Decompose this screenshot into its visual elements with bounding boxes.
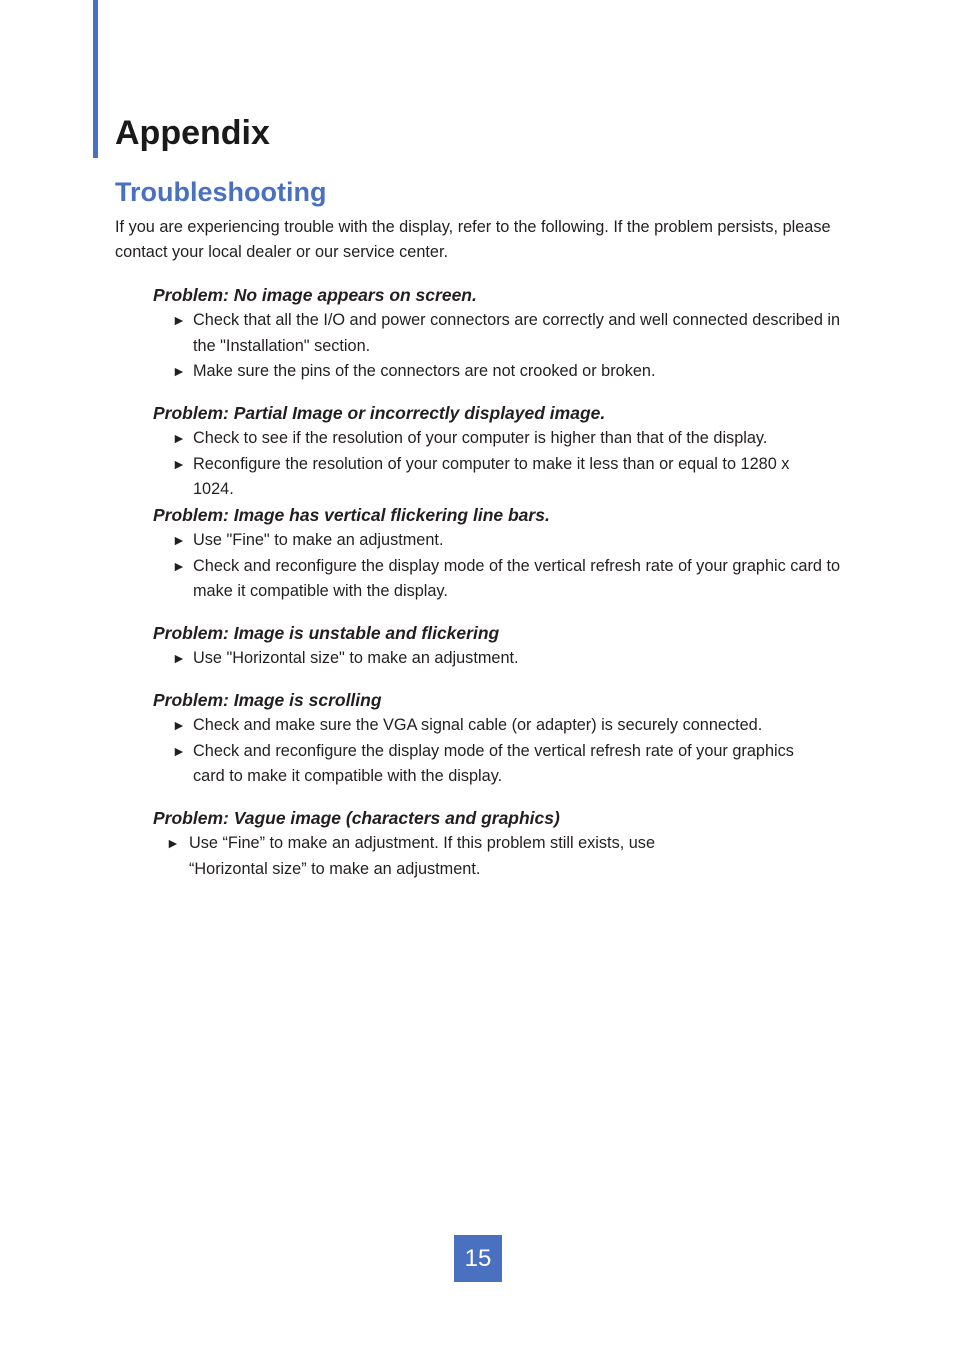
bullet-arrow-icon: ► [172,717,186,733]
step-text: Use "Fine" to make an adjustment. [193,531,444,549]
step-text: Reconfigure the resolution of your computer to make it less than or equal to 1280 x 1024. [193,454,790,498]
step-text: Check that all the I/O and power connectors are correctly and well connected described in the "Installation" section. [193,311,841,355]
step-text: Check and make sure the VGA signal cable (or adapter) is securely connected. [193,716,763,734]
step-text: Check to see if the resolution of your computer is higher than that of the display. [193,429,768,447]
problem-title: Problem: Image has vertical flickering line bars. [153,505,550,525]
list-item [153,528,853,554]
bullet-arrow-icon: ► [172,650,186,666]
problem-partial-image [153,401,853,503]
bullet-arrow-icon: ► [172,312,186,328]
problem-title: Problem: Partial Image or incorrectly displayed image. [153,403,606,423]
bullet-arrow-icon: ► [172,557,186,574]
list-item [153,426,858,452]
bullet-arrow-icon: ► [172,532,186,548]
bullet-arrow-icon: ► [172,455,186,472]
problem-scrolling [153,688,853,790]
step-text: Use “Fine” to make an adjustment. If this problem still exists, use “Horizontal size” to make an adjustment. [189,834,656,878]
list-item [153,739,818,790]
list-item [153,452,803,503]
step-text: Use "Horizontal size" to make an adjustment. [193,649,519,667]
header-accent-bar [93,0,98,158]
section-title: Troubleshooting [115,177,327,207]
list-item [153,359,853,385]
problem-title: Problem: Image is unstable and flickering [153,623,500,643]
intro-paragraph: If you are experiencing trouble with the display, refer to the following. If the problem persists, please contact your local dealer or our service center. [115,218,831,261]
list-item [153,831,704,882]
page-title: Appendix [115,114,270,152]
list-item [153,713,853,739]
problem-no-image [153,283,853,385]
problem-vague-image [153,806,853,882]
list-item [153,554,873,605]
problem-title: Problem: Image is scrolling [153,690,382,710]
bullet-arrow-icon: ► [172,430,186,446]
bullet-arrow-icon: ► [172,742,186,759]
problem-unstable [153,621,853,672]
problem-title: Problem: Vague image (characters and graphics) [153,808,560,828]
step-text: Make sure the pins of the connectors are not crooked or broken. [193,362,656,380]
problem-flickering-lines [153,503,853,605]
step-text: Check and reconfigure the display mode of the vertical refresh rate of your graphic card to make it compatible with the display. [193,556,841,600]
page-number: 15 [454,1235,502,1282]
problem-title: Problem: No image appears on screen. [153,285,477,305]
bullet-arrow-icon: ► [166,835,180,851]
list-item [153,308,853,359]
step-text: Check and reconfigure the display mode of the vertical refresh rate of your graphics card to make it compatible with the display. [193,741,794,785]
list-item [153,646,853,672]
bullet-arrow-icon: ► [172,363,186,379]
